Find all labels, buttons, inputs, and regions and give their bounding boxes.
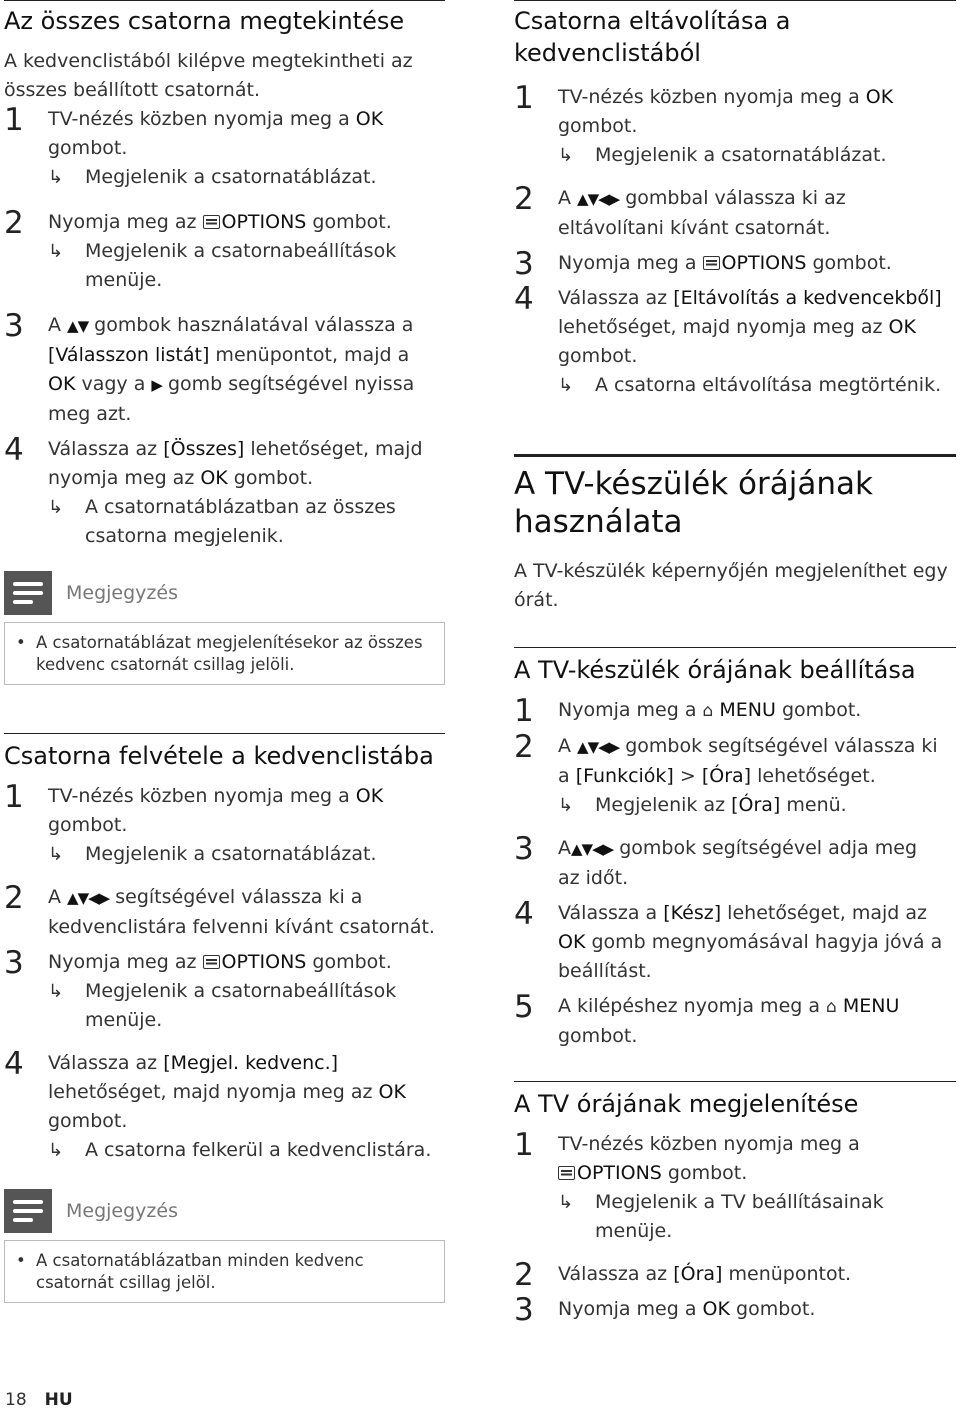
step-text: Nyomja meg a [558, 699, 703, 721]
step-1 [514, 693, 956, 729]
step-3 [514, 1292, 956, 1328]
ok-key-text: OK [48, 373, 76, 395]
menu-item-text: [Óra] [673, 1263, 723, 1285]
intro-line: összes beállított csatornát. [4, 79, 260, 101]
step-text: Válassza a [558, 902, 664, 924]
step-3 [514, 246, 956, 282]
step-text: gomb megnyomásával hagyja jóvá a [585, 931, 943, 953]
note-header [4, 571, 445, 615]
step-text: Válassza az [48, 438, 164, 460]
arrow-keys-icon: ▲▼◀▶ [577, 738, 620, 756]
step-number: 1 [514, 1127, 534, 1163]
step-text: az időt. [558, 867, 629, 889]
arrow-keys-icon: ▲▼◀▶ [577, 190, 620, 208]
step-text: meg azt. [48, 403, 132, 425]
options-key-text: OPTIONS [721, 252, 807, 274]
result-text: Megjelenik a csatornatáblázat. [85, 166, 377, 188]
step-text: lehetőséget, majd [244, 438, 423, 460]
ok-key-text: OK [865, 86, 894, 108]
step-number: 3 [514, 1292, 534, 1328]
ok-key-text: OK [702, 1298, 730, 1320]
step-text: gombbal válassza ki az [619, 187, 846, 209]
intro-line: A kedvenclistából kilépve megtekintheti az [4, 50, 413, 72]
intro-paragraph [4, 47, 445, 105]
options-key-text: OPTIONS [221, 951, 307, 973]
step-text: gombot. [729, 1298, 816, 1320]
step-2 [4, 880, 445, 942]
step-2 [514, 181, 956, 243]
options-key-text: OPTIONS [221, 211, 307, 233]
step-number: 3 [514, 246, 534, 282]
home-icon: ⌂ [826, 997, 837, 1017]
result-arrow-icon: ↳ [558, 145, 574, 166]
step-2 [4, 205, 445, 295]
result-arrow-icon: ↳ [558, 375, 574, 396]
step-text: Nyomja meg a [558, 1298, 703, 1320]
result-line [558, 791, 956, 820]
intro-line: órát. [514, 589, 559, 611]
title-line: használata [514, 504, 683, 540]
step-text: gombot. [558, 345, 638, 367]
menu-item-text: [Eltávolítás a kedvencekből] [673, 287, 942, 309]
note-icon [4, 1189, 52, 1233]
right-key-icon: ▶ [151, 376, 162, 394]
menu-item-text: [Funkciók] [575, 765, 674, 787]
note-text [15, 632, 434, 676]
step-text: menüpontot, majd a [209, 344, 410, 366]
result-text: csatorna megjelenik. [85, 525, 284, 547]
ok-key-text: OK [558, 931, 586, 953]
step-4 [514, 281, 956, 400]
result-arrow-icon: ↳ [48, 167, 64, 188]
step-number: 4 [514, 281, 534, 317]
bullet: • [16, 1251, 26, 1270]
step-text: vagy a [75, 373, 152, 395]
result-text: Megjelenik a csatornatáblázat. [595, 144, 887, 166]
step-text: Válassza az [48, 1052, 164, 1074]
result-text: menü. [780, 794, 847, 816]
step-text: gombot. [306, 951, 392, 973]
step-3 [514, 831, 956, 893]
bullet: • [16, 633, 26, 652]
step-text: lehetőséget. [751, 765, 876, 787]
step-text: a [558, 765, 576, 787]
section-rule [514, 0, 956, 1]
note-line: A csatornatáblázatban minden kedvenc [36, 1251, 364, 1270]
ok-key-text: OK [355, 108, 384, 130]
step-number: 3 [4, 308, 24, 344]
step-number: 2 [514, 181, 534, 217]
menu-item-text: [Kész] [663, 902, 722, 924]
section-rule [4, 733, 445, 734]
step-text: beállítást. [558, 960, 652, 982]
step-text: menüpontot. [722, 1263, 852, 1285]
step-text: Nyomja meg az [48, 951, 203, 973]
menu-key-text: MENU [719, 699, 776, 721]
options-key-text: OPTIONS [577, 1162, 662, 1184]
result-line [558, 371, 956, 400]
section-rule [514, 647, 956, 648]
step-4 [4, 432, 445, 551]
step-text: gombot. [775, 699, 862, 721]
intro-paragraph [514, 557, 956, 615]
step-1 [4, 779, 445, 869]
step-2 [514, 1257, 956, 1293]
note-header [4, 1189, 445, 1233]
menu-item-text: [Óra] [701, 765, 752, 787]
result-text: Megjelenik az [595, 794, 732, 816]
note-block [4, 571, 445, 685]
page-number: 18 [5, 1390, 27, 1410]
step-text: gombot. [306, 211, 392, 233]
step-text: TV-nézés közben nyomja meg a [558, 1133, 860, 1155]
step-3 [4, 308, 445, 429]
title-line: A TV-készülék órájának [514, 466, 873, 502]
note-label: Megjegyzés [66, 582, 178, 604]
step-3 [4, 945, 445, 1035]
menu-item-text: [Válasszon listát] [48, 344, 210, 366]
result-arrow-icon: ↳ [558, 1192, 574, 1213]
result-text: menüje. [85, 269, 163, 291]
step-text: kedvenclistára felvenni kívánt csatornát. [48, 916, 435, 938]
arrow-keys-icon: ▲▼◀▶ [571, 840, 614, 858]
step-text: Válassza az [558, 1263, 674, 1285]
result-text: A csatorna felkerül a kedvenclistára. [85, 1139, 432, 1161]
result-line [48, 163, 445, 192]
section-title-remove-favourite [514, 5, 956, 69]
step-number: 3 [514, 831, 534, 867]
step-number: 3 [4, 945, 24, 981]
step-text: TV-nézés közben nyomja meg a [48, 785, 356, 807]
step-text: A [48, 886, 68, 908]
step-text: TV-nézés közben nyomja meg a [558, 86, 866, 108]
up-down-keys-icon: ▲▼ [67, 317, 89, 335]
step-text: gomb segítségével nyissa [161, 373, 415, 395]
step-5 [514, 989, 956, 1051]
step-text: gombot. [806, 252, 892, 274]
step-text: Válassza az [558, 287, 674, 309]
step-text: gombok segítségével adja meg [613, 837, 918, 859]
step-number: 4 [514, 896, 534, 932]
page-footer [5, 1390, 73, 1410]
step-number: 4 [4, 1046, 24, 1082]
note-line: kedvenc csatornát csillag jelöli. [36, 655, 295, 674]
step-text: A kilépéshez nyomja meg a [558, 995, 827, 1017]
step-text: gombot. [48, 1110, 128, 1132]
result-line [48, 237, 445, 295]
step-text: TV-nézés közben nyomja meg a [48, 108, 356, 130]
step-text: nyomja meg az [48, 467, 201, 489]
step-text: gombot. [661, 1162, 748, 1184]
language-code: HU [44, 1390, 73, 1410]
step-number: 2 [514, 1257, 534, 1293]
note-icon [4, 571, 52, 615]
step-text: A [558, 735, 578, 757]
result-arrow-icon: ↳ [48, 844, 64, 865]
step-text: A [48, 314, 68, 336]
step-number: 2 [4, 880, 24, 916]
result-line [48, 1136, 445, 1165]
step-text: gombot. [48, 137, 128, 159]
step-text: gombok használatával válassza a [88, 314, 414, 336]
step-number: 5 [514, 989, 534, 1025]
options-key-icon [203, 955, 220, 969]
home-icon: ⌂ [702, 701, 714, 721]
note-box [4, 622, 445, 685]
step-text: eltávolítani kívánt csatornát. [558, 217, 831, 239]
step-text: segítségével válassza ki a [109, 886, 363, 908]
result-arrow-icon: ↳ [48, 981, 64, 1002]
title-line: kedvenclistából [514, 39, 701, 67]
step-2 [514, 729, 956, 820]
step-number: 1 [514, 80, 534, 116]
step-4 [514, 896, 956, 986]
step-text: A [558, 187, 578, 209]
result-arrow-icon: ↳ [48, 1140, 64, 1161]
result-text: Megjelenik a csatornabeállítások [85, 980, 397, 1002]
step-1 [514, 1127, 956, 1246]
intro-line: A TV-készülék képernyőjén megjeleníthet egy [514, 560, 948, 582]
section-rule [514, 1081, 956, 1082]
menu-key-text: MENU [836, 995, 900, 1017]
section-rule [4, 0, 445, 1]
result-text: menüje. [85, 1009, 163, 1031]
ok-key-text: OK [378, 1081, 406, 1103]
step-text: gombok segítségével válassza ki [619, 735, 938, 757]
ok-key-text: OK [200, 467, 228, 489]
step-text: Nyomja meg az [48, 211, 203, 233]
step-text: > [673, 765, 702, 787]
result-text: Megjelenik a csatornabeállítások [85, 240, 397, 262]
step-number: 1 [4, 102, 24, 138]
step-text: gombot. [558, 115, 638, 137]
result-text: Megjelenik a csatornatáblázat. [85, 843, 377, 865]
section-title-add-favourite: Csatorna felvétele a kedvenclistába [4, 742, 434, 770]
section-title-show-clock: A TV órájának megjelenítése [514, 1090, 859, 1118]
note-text [15, 1250, 434, 1294]
step-text: gombot. [227, 467, 314, 489]
ok-key-text: OK [355, 785, 384, 807]
step-text: gombot. [558, 1025, 638, 1047]
step-text: lehetőséget, majd nyomja meg az [48, 1081, 379, 1103]
note-box [4, 1240, 445, 1303]
options-key-icon [558, 1166, 575, 1180]
note-block [4, 1189, 445, 1303]
section-rule [514, 454, 956, 457]
options-key-icon [703, 256, 720, 270]
step-number: 1 [4, 779, 24, 815]
result-line [48, 840, 445, 869]
step-1 [4, 102, 445, 192]
result-line [48, 493, 445, 551]
step-text: lehetőséget, majd nyomja meg az [558, 316, 889, 338]
step-text: A [558, 837, 571, 859]
note-line: A csatornatáblázat megjelenítésekor az összes [36, 633, 423, 652]
step-text: gombot. [48, 814, 128, 836]
menu-item-text: [Óra] [731, 794, 781, 816]
step-number: 1 [514, 693, 534, 729]
step-1 [514, 80, 956, 170]
note-line: csatornát csillag jelöl. [36, 1273, 216, 1292]
step-text: Nyomja meg a [558, 252, 703, 274]
note-label: Megjegyzés [66, 1200, 178, 1222]
step-number: 2 [4, 205, 24, 241]
menu-item-text: [Összes] [163, 438, 245, 460]
step-4 [4, 1046, 445, 1165]
step-number: 2 [514, 729, 534, 765]
step-text: lehetőséget, majd az [721, 902, 927, 924]
ok-key-text: OK [888, 316, 916, 338]
right-column [514, 0, 956, 1328]
result-text: Megjelenik a TV beállításainak menüje. [595, 1191, 884, 1242]
section-title-view-all: Az összes csatorna megtekintése [4, 7, 405, 35]
left-column [4, 0, 445, 1303]
result-line [558, 1188, 956, 1246]
step-number: 4 [4, 432, 24, 468]
result-arrow-icon: ↳ [48, 241, 64, 262]
arrow-keys-icon: ▲▼◀▶ [67, 889, 110, 907]
result-arrow-icon: ↳ [558, 795, 574, 816]
result-line [558, 141, 956, 170]
options-key-icon [203, 215, 220, 229]
result-arrow-icon: ↳ [48, 497, 64, 518]
result-text: A csatorna eltávolítása megtörténik. [595, 374, 942, 396]
title-line: Csatorna eltávolítása a [514, 7, 791, 35]
result-line [48, 977, 445, 1035]
section-title-set-clock: A TV-készülék órájának beállítása [514, 656, 916, 684]
menu-item-text: [Megjel. kedvenc.] [163, 1052, 339, 1074]
section-title-clock [514, 465, 956, 541]
result-text: A csatornatáblázatban az összes [85, 496, 396, 518]
